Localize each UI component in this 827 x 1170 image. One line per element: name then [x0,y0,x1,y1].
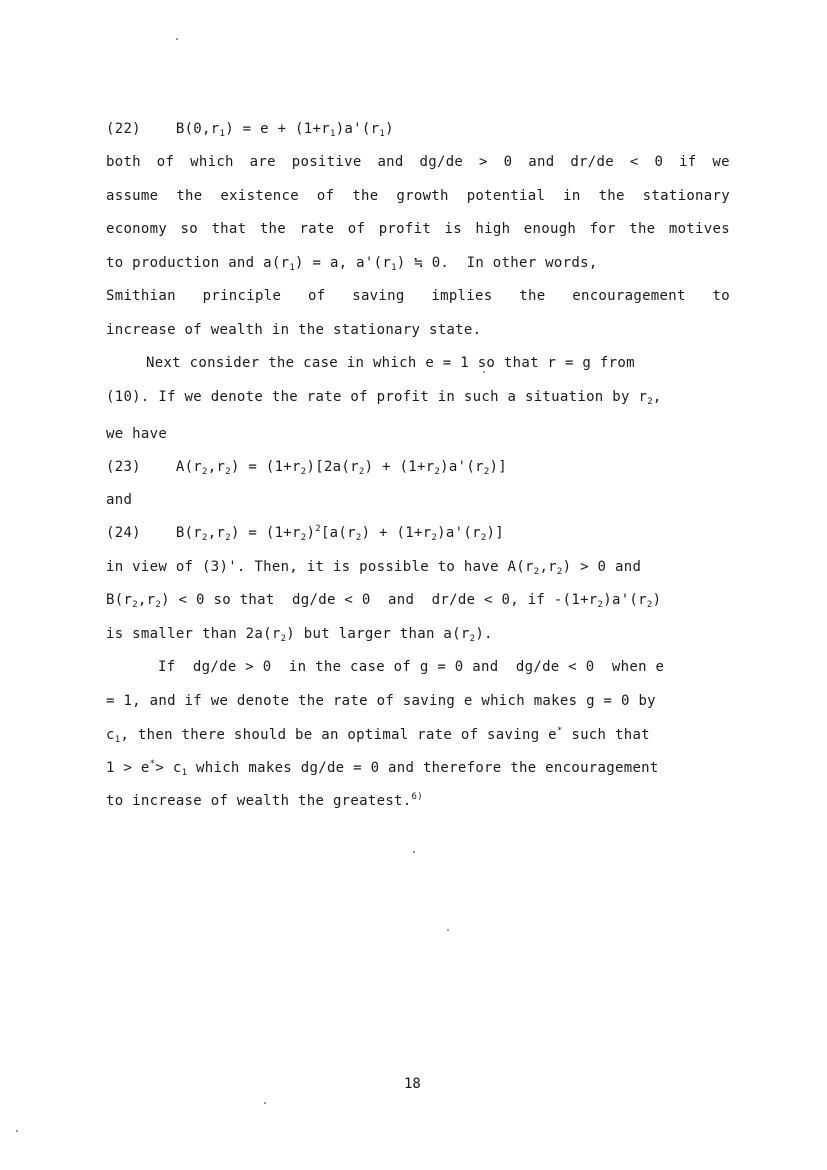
word: the [519,288,546,304]
subscript: 1 [219,129,226,139]
text: > c [155,760,182,776]
word: motives [668,221,730,237]
subscript: 2 [431,533,438,543]
eq-text: ) [385,121,394,137]
word: positive [291,154,362,170]
paragraph-1-line-3 [106,220,730,238]
eq-text: ) [306,525,316,541]
superscript: * [149,759,156,769]
paragraph-2-line-3: we have [106,426,168,442]
paragraph-1-line-6: increase of wealth in the stationary state. [106,322,482,338]
subscript: 1 [391,263,397,273]
text: ,r [539,559,557,575]
word: for [589,221,616,237]
scan-speck [447,929,449,931]
text: to increase of wealth the greatest. [106,793,412,809]
equation-24 [106,524,504,542]
paragraph-1-line-2 [106,187,730,205]
word: the [598,188,625,204]
text: ) < 0 so that dg/de < 0 and dr/de < 0, if -(1+r [161,592,598,608]
scan-speck [16,1130,18,1132]
footnote-marker: 6) [411,792,423,802]
word: are [249,154,276,170]
text: , [652,389,662,405]
word: enough [523,221,577,237]
word: 0 [654,154,664,170]
eq-text: B(r [175,525,203,541]
eq-text: ,r [207,525,226,541]
word: dg/de [419,154,464,170]
superscript: 2 [315,524,321,534]
subscript: 2 [355,533,362,543]
equation-23 [106,458,507,476]
eq-text: ) + (1+r [361,525,432,541]
text: 1 > e [106,760,150,776]
subscript: 1 [329,129,336,139]
eq-text: ) = (1+r [230,459,301,475]
eq-text: ) = e + (1+r [225,121,330,137]
text: ) > 0 and [562,559,642,575]
eq-text: A(r [175,459,203,475]
word: Smithian [106,288,176,304]
subscript: 2 [300,467,307,477]
text: ,r [137,592,156,608]
eq-text: )] [489,459,507,475]
text: to production and a(r [106,255,290,271]
eq-text: )[2a(r [306,459,359,475]
text: ) = a, a'(r [295,255,392,271]
text: c [106,727,115,743]
text: ) [652,592,662,608]
word: dr/de [570,154,614,170]
eq-text: B(0,r [175,121,220,137]
subscript: 2 [434,467,441,477]
paragraph-2-line-1: Next consider the case in which e = 1 so that r = g from [146,355,635,371]
word: and [377,154,404,170]
eq-text: ) = (1+r [230,525,301,541]
paragraph-4-line-5 [106,792,423,810]
text: in view of (3)'. Then, it is possible to have A(r [106,559,534,575]
subscript: 2 [597,600,604,610]
page-number: 18 [404,1076,421,1092]
superscript: * [556,726,563,736]
paragraph-4-line-3 [106,726,650,744]
word: so [180,221,199,237]
equation-number: (22) [106,121,141,137]
paragraph-1-line-5 [106,287,730,305]
word: of [156,154,175,170]
word: to [712,288,730,304]
subscript: 2 [647,397,653,407]
text: )a'(r [603,592,647,608]
eq-text: ) + (1+r [364,459,435,475]
scan-speck [483,371,485,373]
subscript: 1 [289,263,296,273]
word: of [307,288,326,304]
word: high [475,221,511,237]
text: such that [562,727,650,743]
text: ). [475,626,493,642]
eq-text: )a'(r [437,525,481,541]
text: , then there should be an optimal rate of saving e [120,727,557,743]
subscript: 2 [469,634,476,644]
word: that [211,221,247,237]
word: < [629,154,639,170]
word: rate [299,221,335,237]
word: of [316,188,335,204]
paragraph-4-line-2: = 1, and if we denote the rate of saving e which makes g = 0 by [106,693,656,709]
paragraph-1-line-4 [106,254,598,272]
paragraph-4-line-4 [106,759,659,777]
subscript: 2 [646,600,653,610]
word: encouragement [572,288,686,304]
word: implies [431,288,493,304]
word: we [712,154,730,170]
subscript: 1 [379,129,386,139]
word: the [629,221,656,237]
text: (10). If we denote the rate of profit in such a situation by r [106,389,648,405]
and-word: and [106,492,133,508]
subscript: 2 [132,600,138,610]
word: saving [352,288,405,304]
subscript: 2 [556,567,563,577]
text: ) but larger than a(r [286,626,470,642]
scan-speck [264,1102,266,1104]
eq-text: )a'(r [335,121,380,137]
word: both [106,154,141,170]
word: stationary [642,188,730,204]
eq-text: )] [486,525,504,541]
subscript: 1 [114,735,121,745]
word: > [479,154,488,170]
word: and [528,154,555,170]
subscript: 2 [300,533,307,543]
text: is smaller than 2a(r [106,626,281,642]
subscript: 2 [155,600,162,610]
paragraph-3-line-2 [106,591,661,609]
word: profit [378,221,432,237]
paragraph-3-line-1 [106,558,641,576]
subscript: 2 [480,533,487,543]
equation-number: (24) [106,525,141,541]
paragraph-3-line-3 [106,625,493,643]
word: principle [202,288,282,304]
word: economy [106,221,168,237]
word: assume [106,188,159,204]
text: ) ≒ 0. In other words, [396,255,598,271]
scan-speck [413,851,415,853]
subscript: 2 [225,467,231,477]
subscript: 2 [280,634,287,644]
equation-number: (23) [106,459,141,475]
subscript: 2 [202,467,208,477]
subscript: 1 [181,768,188,778]
scan-speck [176,38,178,40]
word: of [347,221,366,237]
eq-text: ,r [207,459,226,475]
word: 0 [503,154,513,170]
word: existence [220,188,299,204]
text: B(r [106,592,133,608]
subscript: 2 [202,533,208,543]
word: which [190,154,234,170]
word: potential [466,188,546,204]
word: growth [396,188,449,204]
word: the [352,188,379,204]
paragraph-1-line-1 [106,153,730,171]
equation-22 [106,120,394,138]
subscript: 2 [483,467,490,477]
word: in [563,188,581,204]
word: if [679,154,697,170]
text: which makes dg/de = 0 and therefore the encouragement [187,760,659,776]
subscript: 2 [533,567,540,577]
subscript: 2 [225,533,231,543]
paragraph-2-line-2 [106,388,662,406]
word: the [259,221,286,237]
word: the [176,188,203,204]
word: is [444,221,462,237]
eq-text: )a'(r [440,459,484,475]
subscript: 2 [358,467,365,477]
paragraph-4-line-1: If dg/de > 0 in the case of g = 0 and dg/de < 0 when e [158,659,665,675]
eq-text: [a(r [320,525,356,541]
